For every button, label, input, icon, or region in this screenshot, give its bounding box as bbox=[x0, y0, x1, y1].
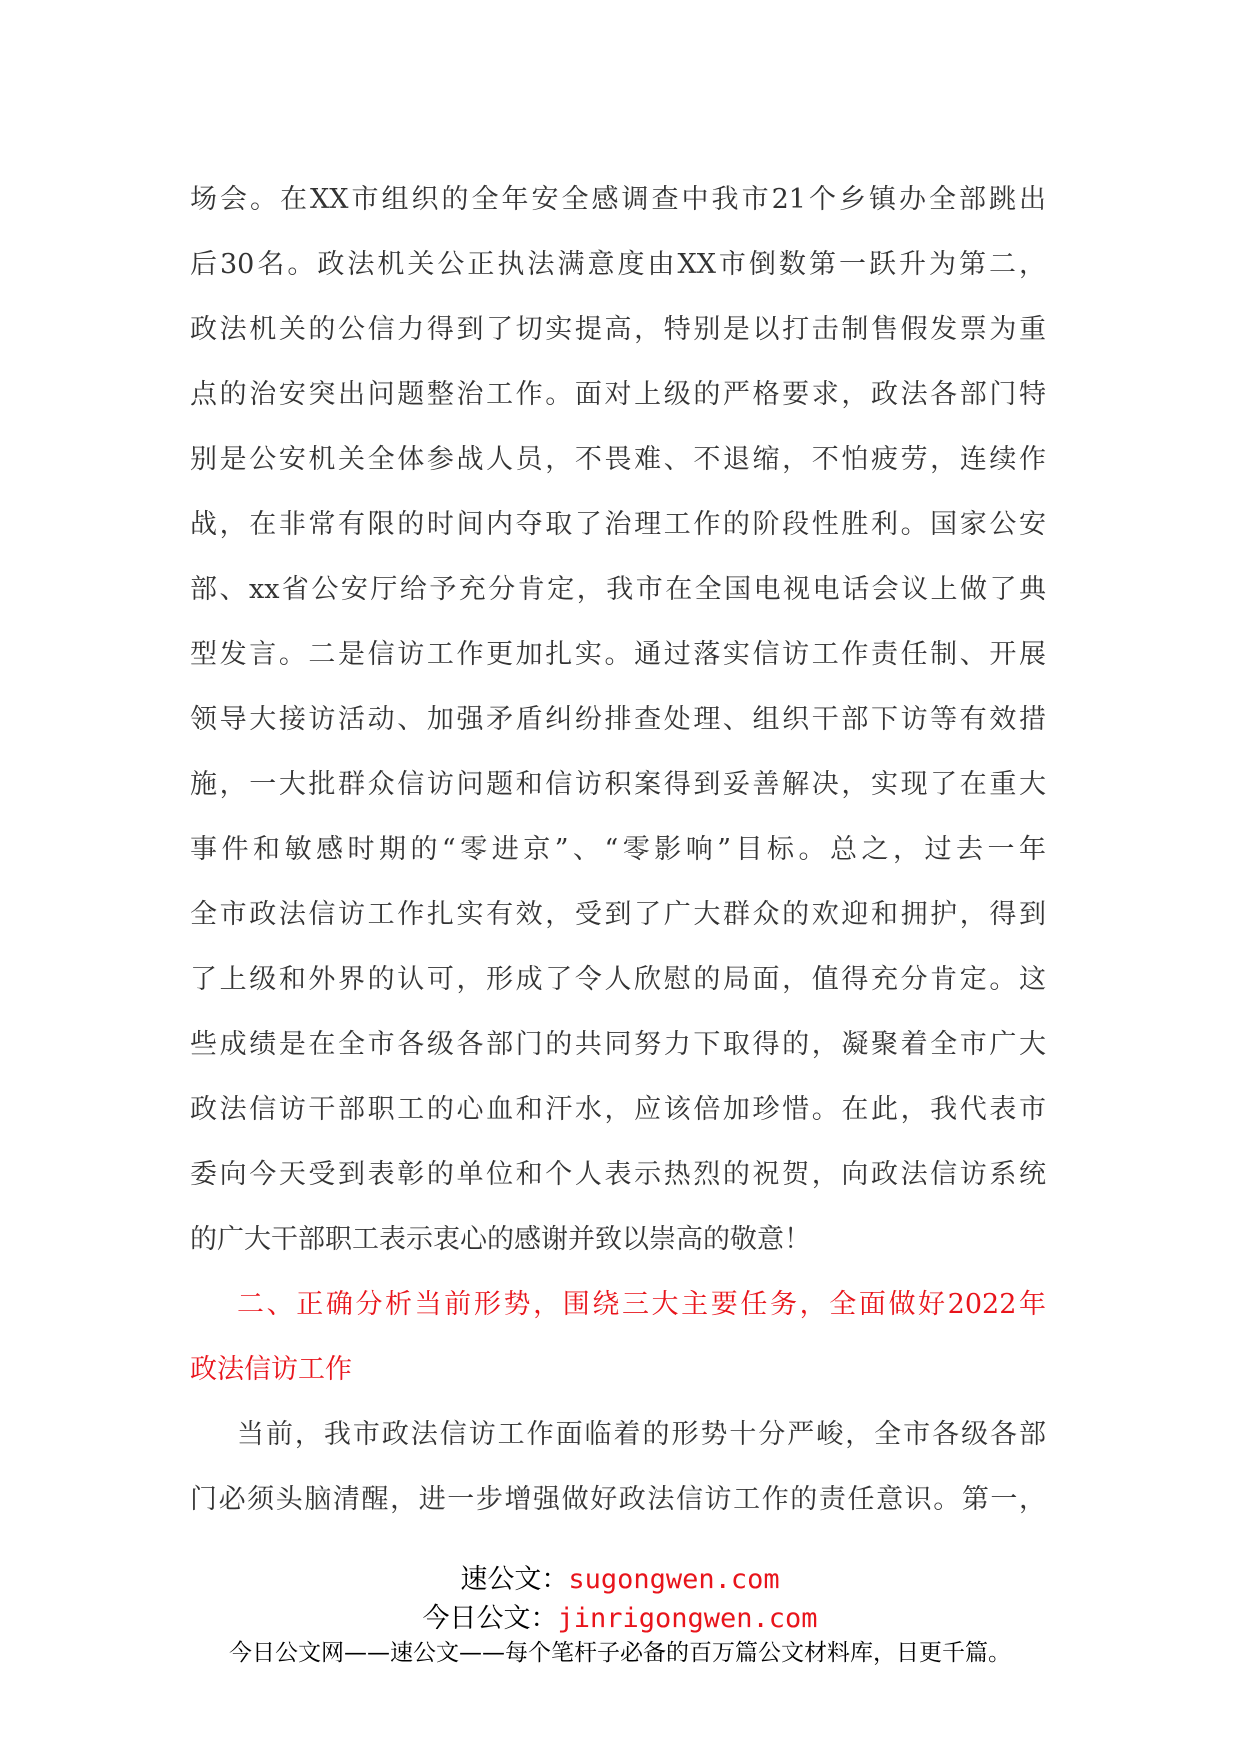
body-line: 战，在非常有限的时间内夺取了治理工作的阶段性胜利。国家公安 bbox=[190, 509, 1046, 540]
body-line: 些成绩是在全市各级各部门的共同努力下取得的，凝聚着全市广大 bbox=[190, 1029, 1046, 1060]
body-line: 全市政法信访工作扎实有效，受到了广大群众的欢迎和拥护，得到 bbox=[190, 899, 1046, 930]
body-line: 委向今天受到表彰的单位和个人表示热烈的祝贺，向政法信访系统 bbox=[190, 1159, 1046, 1190]
body-line: 门必须头脑清醒，进一步增强做好政法信访工作的责任意识。第一， bbox=[190, 1484, 1046, 1515]
footer-sugongwen bbox=[0, 1557, 1240, 1596]
footer-jinrigongwen bbox=[0, 1596, 1240, 1635]
body-line: 后30名。政法机关公正执法满意度由XX市倒数第一跃升为第二， bbox=[190, 249, 1046, 280]
footer-tagline: 今日公文网——速公文——每个笔杆子必备的百万篇公文材料库，日更千篇。 bbox=[229, 1640, 1011, 1666]
body-line: 政法机关的公信力得到了切实提高，特别是以打击制售假发票为重 bbox=[190, 314, 1046, 345]
body-line: 部、xx省公安厅给予充分肯定，我市在全国电视电话会议上做了典 bbox=[190, 574, 1046, 605]
body-line: 当前，我市政法信访工作面临着的形势十分严峻，全市各级各部 bbox=[237, 1419, 1046, 1450]
jinrigongwen-link[interactable]: jinrigongwen.com bbox=[557, 1603, 818, 1634]
footer-label: 今日公文： bbox=[422, 1603, 558, 1634]
body-line: 场会。在XX市组织的全年安全感调查中我市21个乡镇办全部跳出 bbox=[190, 184, 1046, 215]
body-line: 政法信访干部职工的心血和汗水，应该倍加珍惜。在此，我代表市 bbox=[190, 1094, 1046, 1125]
body-line: 的广大干部职工表示衷心的感谢并致以崇高的敬意！ bbox=[190, 1224, 811, 1255]
body-line: 别是公安机关全体参战人员，不畏难、不退缩，不怕疲劳，连续作 bbox=[190, 444, 1046, 475]
section-heading-line: 二、正确分析当前形势，围绕三大主要任务，全面做好2022年 bbox=[237, 1289, 1046, 1320]
sugongwen-link[interactable]: sugongwen.com bbox=[568, 1564, 780, 1595]
body-line: 型发言。二是信访工作更加扎实。通过落实信访工作责任制、开展 bbox=[190, 639, 1046, 670]
section-heading-line: 政法信访工作 bbox=[190, 1354, 352, 1385]
body-line: 点的治安突出问题整治工作。面对上级的严格要求，政法各部门特 bbox=[190, 379, 1046, 410]
body-line: 事件和敏感时期的“零进京”、“零影响”目标。总之，过去一年 bbox=[190, 834, 1046, 865]
body-line: 了上级和外界的认可，形成了令人欣慰的局面，值得充分肯定。这 bbox=[190, 964, 1046, 995]
body-line: 施，一大批群众信访问题和信访积案得到妥善解决，实现了在重大 bbox=[190, 769, 1046, 800]
body-line: 领导大接访活动、加强矛盾纠纷排查处理、组织干部下访等有效措 bbox=[190, 704, 1046, 735]
footer-label: 速公文： bbox=[460, 1564, 569, 1595]
